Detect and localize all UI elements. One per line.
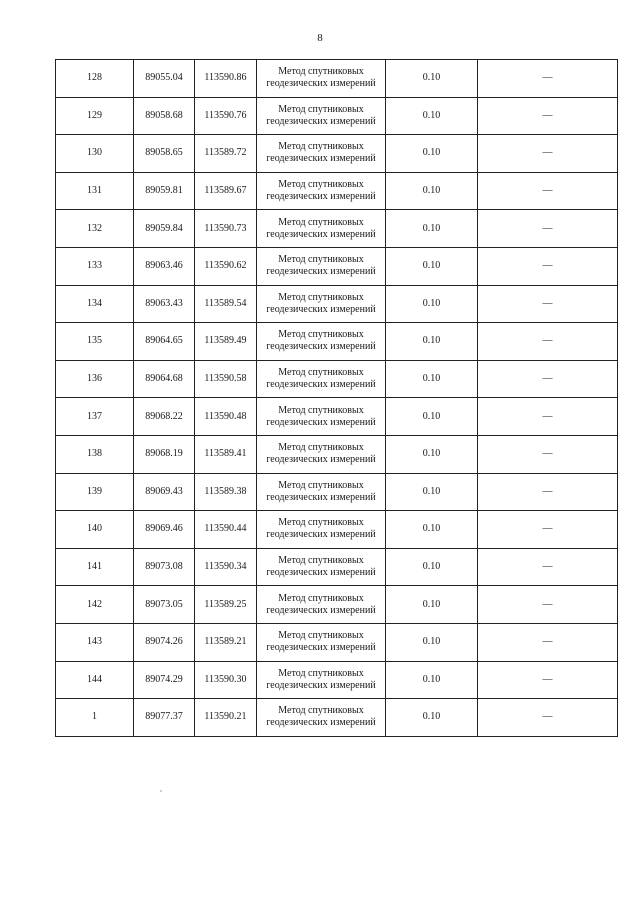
y-coordinate-cell: 113590.58 <box>195 360 257 398</box>
note-cell: — <box>478 285 618 323</box>
method-cell <box>257 247 386 285</box>
method-cell <box>257 586 386 624</box>
method-line-2: геодезических измерений <box>266 379 376 391</box>
table-row <box>56 210 618 248</box>
y-coordinate-cell: 113589.67 <box>195 172 257 210</box>
x-coordinate-cell: 89073.05 <box>134 586 195 624</box>
method-line-2: геодезических измерений <box>266 341 376 353</box>
method-line-1: Метод спутниковых <box>278 254 364 266</box>
accuracy-cell: 0.10 <box>386 435 478 473</box>
method-cell <box>257 210 386 248</box>
method-line-2: геодезических измерений <box>266 604 376 616</box>
x-coordinate-cell: 89073.08 <box>134 548 195 586</box>
method-line-1: Метод спутниковых <box>278 517 364 529</box>
method-line-1: Метод спутниковых <box>278 404 364 416</box>
note-cell: — <box>478 661 618 699</box>
point-number-cell: 128 <box>56 60 134 98</box>
table-row <box>56 661 618 699</box>
x-coordinate-cell: 89058.65 <box>134 135 195 173</box>
y-coordinate-cell: 113590.48 <box>195 398 257 436</box>
accuracy-cell: 0.10 <box>386 586 478 624</box>
method-line-1: Метод спутниковых <box>278 179 364 191</box>
x-coordinate-cell: 89074.29 <box>134 661 195 699</box>
table-row <box>56 623 618 661</box>
x-coordinate-cell: 89064.65 <box>134 323 195 361</box>
point-number-cell: 134 <box>56 285 134 323</box>
table-row <box>56 435 618 473</box>
x-coordinate-cell: 89055.04 <box>134 60 195 98</box>
method-line-1: Метод спутниковых <box>278 442 364 454</box>
method-line-2: геодезических измерений <box>266 529 376 541</box>
method-line-2: геодезических измерений <box>266 717 376 729</box>
x-coordinate-cell: 89068.22 <box>134 398 195 436</box>
method-line-2: геодезических измерений <box>266 153 376 165</box>
method-line-2: геодезических измерений <box>266 679 376 691</box>
table-row <box>56 60 618 98</box>
y-coordinate-cell: 113590.21 <box>195 699 257 737</box>
method-line-2: геодезических измерений <box>266 416 376 428</box>
method-cell <box>257 285 386 323</box>
accuracy-cell: 0.10 <box>386 511 478 549</box>
point-number-cell: 144 <box>56 661 134 699</box>
accuracy-cell: 0.10 <box>386 210 478 248</box>
coordinates-table-body <box>56 60 618 737</box>
method-cell <box>257 511 386 549</box>
note-cell: — <box>478 60 618 98</box>
method-line-1: Метод спутниковых <box>278 329 364 341</box>
y-coordinate-cell: 113590.34 <box>195 548 257 586</box>
method-line-1: Метод спутниковых <box>278 103 364 115</box>
table-row <box>56 247 618 285</box>
accuracy-cell: 0.10 <box>386 135 478 173</box>
note-cell: — <box>478 247 618 285</box>
point-number-cell: 141 <box>56 548 134 586</box>
x-coordinate-cell: 89064.68 <box>134 360 195 398</box>
point-number-cell: 135 <box>56 323 134 361</box>
method-line-1: Метод спутниковых <box>278 630 364 642</box>
accuracy-cell: 0.10 <box>386 60 478 98</box>
y-coordinate-cell: 113589.41 <box>195 435 257 473</box>
accuracy-cell: 0.10 <box>386 172 478 210</box>
note-cell: — <box>478 135 618 173</box>
method-line-1: Метод спутниковых <box>278 705 364 717</box>
y-coordinate-cell: 113590.62 <box>195 247 257 285</box>
method-line-2: геодезических измерений <box>266 454 376 466</box>
x-coordinate-cell: 89058.68 <box>134 97 195 135</box>
y-coordinate-cell: 113589.21 <box>195 623 257 661</box>
x-coordinate-cell: 89069.43 <box>134 473 195 511</box>
point-number-cell: 138 <box>56 435 134 473</box>
note-cell: — <box>478 623 618 661</box>
note-cell: — <box>478 473 618 511</box>
x-coordinate-cell: 89059.84 <box>134 210 195 248</box>
method-line-1: Метод спутниковых <box>278 479 364 491</box>
method-line-2: геодезических измерений <box>266 266 376 278</box>
table-row <box>56 323 618 361</box>
x-coordinate-cell: 89063.43 <box>134 285 195 323</box>
point-number-cell: 137 <box>56 398 134 436</box>
method-line-1: Метод спутниковых <box>278 667 364 679</box>
method-line-2: геодезических измерений <box>266 191 376 203</box>
point-number-cell: 136 <box>56 360 134 398</box>
accuracy-cell: 0.10 <box>386 398 478 436</box>
table-row <box>56 398 618 436</box>
y-coordinate-cell: 113589.25 <box>195 586 257 624</box>
accuracy-cell: 0.10 <box>386 285 478 323</box>
point-number-cell: 132 <box>56 210 134 248</box>
point-number-cell: 1 <box>56 699 134 737</box>
point-number-cell: 140 <box>56 511 134 549</box>
point-number-cell: 133 <box>56 247 134 285</box>
x-coordinate-cell: 89069.46 <box>134 511 195 549</box>
y-coordinate-cell: 113589.49 <box>195 323 257 361</box>
table-row <box>56 699 618 737</box>
y-coordinate-cell: 113589.38 <box>195 473 257 511</box>
point-number-cell: 131 <box>56 172 134 210</box>
scan-speck <box>160 790 162 792</box>
point-number-cell: 143 <box>56 623 134 661</box>
method-line-2: геодезических измерений <box>266 491 376 503</box>
note-cell: — <box>478 511 618 549</box>
table-row <box>56 172 618 210</box>
table-row <box>56 135 618 173</box>
accuracy-cell: 0.10 <box>386 473 478 511</box>
method-cell <box>257 435 386 473</box>
x-coordinate-cell: 89059.81 <box>134 172 195 210</box>
accuracy-cell: 0.10 <box>386 661 478 699</box>
x-coordinate-cell: 89068.19 <box>134 435 195 473</box>
method-cell <box>257 623 386 661</box>
note-cell: — <box>478 360 618 398</box>
y-coordinate-cell: 113590.30 <box>195 661 257 699</box>
note-cell: — <box>478 398 618 436</box>
x-coordinate-cell: 89077.37 <box>134 699 195 737</box>
table-row <box>56 511 618 549</box>
method-cell <box>257 548 386 586</box>
point-number-cell: 130 <box>56 135 134 173</box>
y-coordinate-cell: 113590.76 <box>195 97 257 135</box>
method-cell <box>257 360 386 398</box>
accuracy-cell: 0.10 <box>386 548 478 586</box>
table-row <box>56 548 618 586</box>
method-cell <box>257 135 386 173</box>
method-cell <box>257 473 386 511</box>
method-line-2: геодезических измерений <box>266 228 376 240</box>
table-row <box>56 285 618 323</box>
accuracy-cell: 0.10 <box>386 623 478 661</box>
coordinates-table <box>55 59 618 737</box>
method-line-1: Метод спутниковых <box>278 141 364 153</box>
point-number-cell: 139 <box>56 473 134 511</box>
note-cell: — <box>478 699 618 737</box>
accuracy-cell: 0.10 <box>386 97 478 135</box>
accuracy-cell: 0.10 <box>386 247 478 285</box>
method-line-2: геодезических измерений <box>266 115 376 127</box>
method-cell <box>257 97 386 135</box>
note-cell: — <box>478 323 618 361</box>
method-line-1: Метод спутниковых <box>278 555 364 567</box>
method-line-1: Метод спутниковых <box>278 66 364 78</box>
method-line-1: Метод спутниковых <box>278 291 364 303</box>
method-line-1: Метод спутниковых <box>278 592 364 604</box>
method-line-2: геодезических измерений <box>266 78 376 90</box>
y-coordinate-cell: 113589.72 <box>195 135 257 173</box>
method-line-1: Метод спутниковых <box>278 216 364 228</box>
y-coordinate-cell: 113590.73 <box>195 210 257 248</box>
method-line-1: Метод спутниковых <box>278 367 364 379</box>
method-cell <box>257 699 386 737</box>
note-cell: — <box>478 435 618 473</box>
method-line-2: геодезических измерений <box>266 303 376 315</box>
table-row <box>56 473 618 511</box>
y-coordinate-cell: 113589.54 <box>195 285 257 323</box>
y-coordinate-cell: 113590.86 <box>195 60 257 98</box>
note-cell: — <box>478 172 618 210</box>
method-cell <box>257 60 386 98</box>
accuracy-cell: 0.10 <box>386 699 478 737</box>
accuracy-cell: 0.10 <box>386 323 478 361</box>
note-cell: — <box>478 210 618 248</box>
method-cell <box>257 172 386 210</box>
table-row <box>56 360 618 398</box>
x-coordinate-cell: 89063.46 <box>134 247 195 285</box>
note-cell: — <box>478 97 618 135</box>
method-cell <box>257 661 386 699</box>
point-number-cell: 129 <box>56 97 134 135</box>
accuracy-cell: 0.10 <box>386 360 478 398</box>
method-line-2: геодезических измерений <box>266 567 376 579</box>
method-cell <box>257 323 386 361</box>
method-cell <box>257 398 386 436</box>
point-number-cell: 142 <box>56 586 134 624</box>
note-cell: — <box>478 586 618 624</box>
table-row <box>56 97 618 135</box>
x-coordinate-cell: 89074.26 <box>134 623 195 661</box>
y-coordinate-cell: 113590.44 <box>195 511 257 549</box>
table-row <box>56 586 618 624</box>
method-line-2: геодезических измерений <box>266 642 376 654</box>
page-number: 8 <box>317 32 323 44</box>
note-cell: — <box>478 548 618 586</box>
